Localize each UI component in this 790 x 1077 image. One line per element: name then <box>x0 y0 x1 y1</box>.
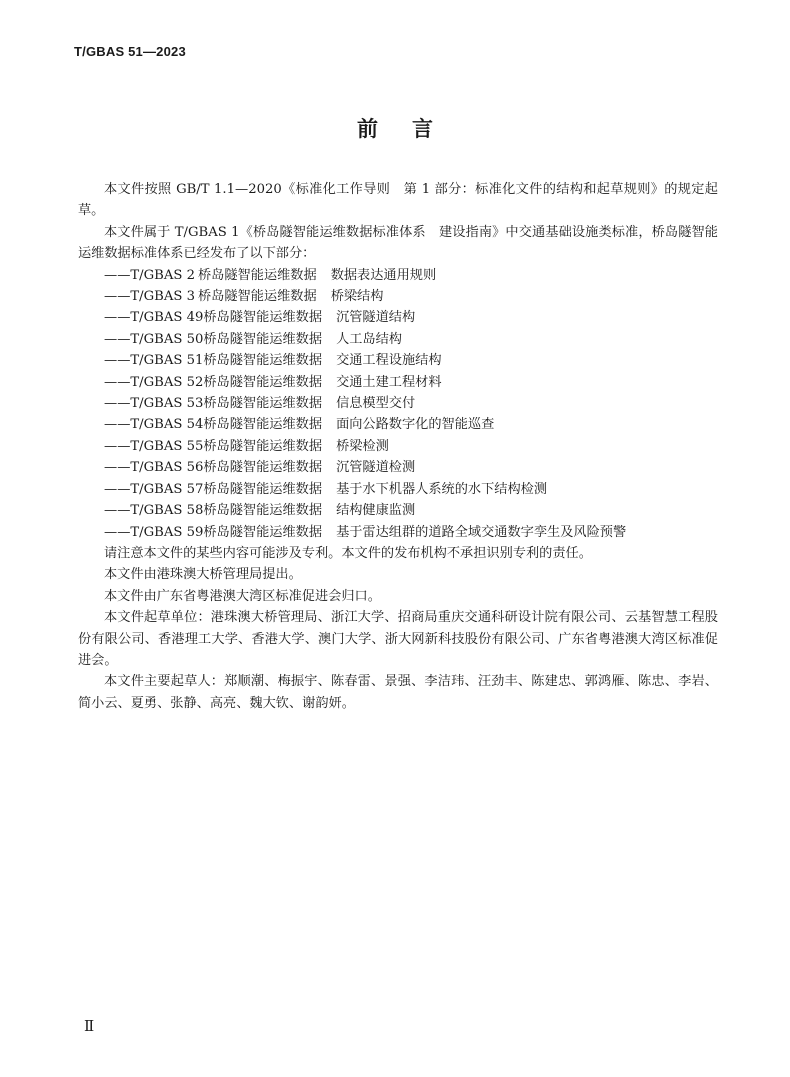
paragraph-patent-notice: 请注意本文件的某些内容可能涉及专利。本文件的发布机构不承担识别专利的责任。 <box>104 545 592 561</box>
part-code: ——T/GBAS 50 <box>104 331 204 347</box>
part-series: 桥岛隧智能运维数据 <box>203 503 323 519</box>
part-code: ——T/GBAS 49 <box>104 310 204 326</box>
list-item <box>78 286 718 307</box>
list-item <box>78 457 718 478</box>
part-title: 面向公路数字化的智能巡查 <box>336 417 495 433</box>
part-series: 桥岛隧智能运维数据 <box>203 460 323 476</box>
part-code: ——T/GBAS 56 <box>104 460 204 476</box>
part-title: 结构健康监测 <box>336 503 416 519</box>
part-code: ——T/GBAS 54 <box>104 417 204 433</box>
published-parts-list <box>78 265 718 543</box>
paragraph-drafting-organizations: 本文件起草单位：港珠澳大桥管理局、浙江大学、招商局重庆交通科研设计院有限公司、云基智慧工程股份有限公司、香港理工大学、香港大学、澳门大学、浙大网新科技股份有限公司、广东省粤港澳大湾区标准促进会。 <box>78 610 718 668</box>
part-series: 桥岛隧智能运维数据 <box>203 524 323 540</box>
part-title: 基于水下机器人系统的水下结构检测 <box>336 481 548 497</box>
list-item <box>78 372 718 393</box>
part-title: 沉管隧道检测 <box>336 460 416 476</box>
part-code: ——T/GBAS 2 <box>104 267 195 283</box>
part-title: 基于雷达组群的道路全域交通数字孪生及风险预警 <box>336 524 627 540</box>
part-code: ——T/GBAS 52 <box>104 374 204 390</box>
part-series: 桥岛隧智能运维数据 <box>203 374 323 390</box>
part-series: 桥岛隧智能运维数据 <box>203 353 323 369</box>
document-code: T/GBAS 51—2023 <box>74 44 186 59</box>
paragraph-standard-system: 本文件属于 T/GBAS 1《桥岛隧智能运维数据标准体系 建设指南》中交通基础设施类标准，桥岛隧智能运维数据标准体系已经发布了以下部分： <box>78 224 718 262</box>
foreword-body <box>78 179 718 714</box>
list-item <box>78 436 718 457</box>
paragraph-drafting-rules: 本文件按照 GB/T 1.1—2020《标准化工作导则 第 1 部分：标准化文件的结构和起草规则》的规定起草。 <box>78 182 718 219</box>
part-series: 桥岛隧智能运维数据 <box>203 331 323 347</box>
part-code: ——T/GBAS 53 <box>104 396 204 412</box>
part-title: 信息模型交付 <box>336 396 416 412</box>
part-code: ——T/GBAS 51 <box>104 353 204 369</box>
part-title: 人工岛结构 <box>336 331 402 347</box>
part-title: 沉管隧道结构 <box>336 310 416 326</box>
part-code: ——T/GBAS 58 <box>104 503 204 519</box>
part-code: ——T/GBAS 59 <box>104 524 204 540</box>
part-code: ——T/GBAS 3 <box>104 289 195 305</box>
list-item <box>78 479 718 500</box>
part-series: 桥岛隧智能运维数据 <box>203 481 323 497</box>
part-series: 桥岛隧智能运维数据 <box>198 267 317 283</box>
list-item <box>78 265 718 286</box>
part-title: 交通工程设施结构 <box>336 353 442 369</box>
part-series: 桥岛隧智能运维数据 <box>203 396 323 412</box>
list-item <box>78 500 718 521</box>
list-item <box>78 307 718 328</box>
part-title: 桥梁结构 <box>330 289 384 305</box>
paragraph-responsible-body: 本文件由广东省粤港澳大湾区标准促进会归口。 <box>104 588 381 604</box>
paragraph-main-drafters: 本文件主要起草人：郑顺潮、梅振宇、陈春雷、景强、李洁玮、汪劲丰、陈建忠、郭鸿雁、陈忠、李岩、简小云、夏勇、张静、高亮、魏大钦、谢韵妍。 <box>78 674 718 711</box>
part-title: 数据表达通用规则 <box>330 267 437 283</box>
page-title: 前言 <box>357 117 467 141</box>
paragraph-proposer: 本文件由港珠澳大桥管理局提出。 <box>104 567 302 583</box>
part-title: 桥梁检测 <box>336 438 389 454</box>
list-item <box>78 329 718 350</box>
part-series: 桥岛隧智能运维数据 <box>198 289 317 305</box>
part-series: 桥岛隧智能运维数据 <box>203 417 323 433</box>
part-code: ——T/GBAS 57 <box>104 481 204 497</box>
part-series: 桥岛隧智能运维数据 <box>203 310 323 326</box>
list-item <box>78 350 718 371</box>
part-series: 桥岛隧智能运维数据 <box>203 438 323 454</box>
part-code: ——T/GBAS 55 <box>104 438 204 454</box>
list-item <box>78 414 718 435</box>
list-item <box>78 393 718 414</box>
list-item <box>78 522 718 543</box>
part-title: 交通土建工程材料 <box>336 374 442 390</box>
page-number: Ⅱ <box>84 1017 95 1035</box>
